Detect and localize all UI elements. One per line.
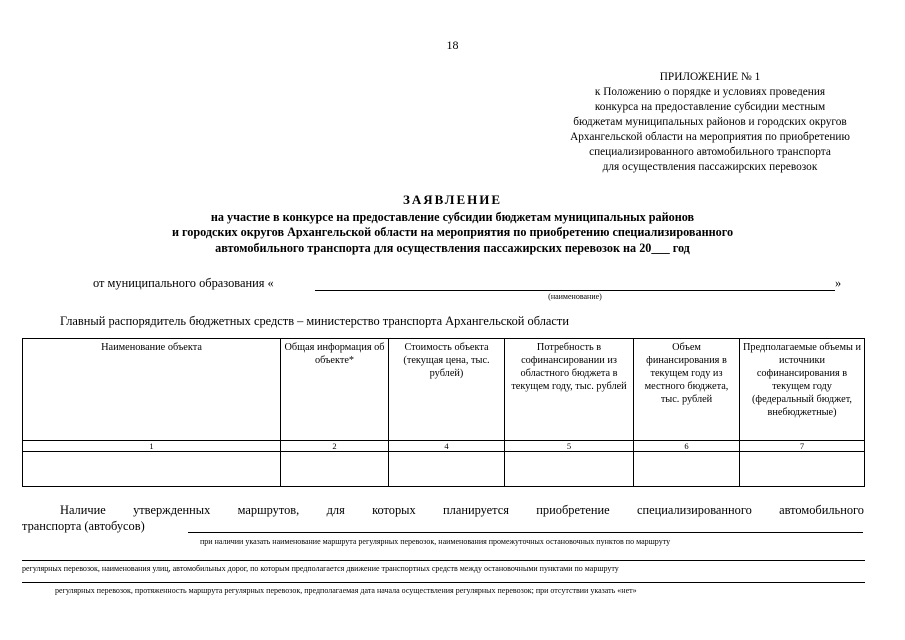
document-subtitle: [60, 210, 845, 256]
table-column-number: 1: [23, 441, 281, 452]
table-header-cell: Стоимость объекта (текущая цена, тыс. рублей): [389, 339, 505, 441]
municipality-close-quote: »: [835, 276, 842, 290]
table-header-cell: Объем финансирования в текущем году из местного бюджета, тыс. рублей: [634, 339, 740, 441]
annex-line: бюджетам муниципальных районов и городских округов: [573, 116, 847, 128]
table-cell[interactable]: [740, 452, 865, 487]
annex-line: к Положению о порядке и условиях проведения: [594, 86, 826, 98]
table-cell[interactable]: [281, 452, 389, 487]
subtitle-line: автомобильного транспорта для осуществления пассажирских перевозок на 20___ год: [215, 240, 690, 255]
table-header-row: [23, 339, 865, 441]
annex-header: [520, 70, 900, 175]
objects-table: [22, 338, 865, 487]
table-column-number: 7: [740, 441, 865, 452]
table-column-number: 6: [634, 441, 740, 452]
municipality-label: от муниципального образования «: [93, 276, 274, 290]
routes-note: при наличии указать наименование маршрута регулярных перевозок, наименования промежуточных остановочных пунктов по маршруту: [200, 537, 671, 546]
routes-input-line[interactable]: [22, 582, 865, 583]
document-title: ЗАЯВЛЕНИЕ: [402, 192, 503, 207]
municipality-caption: (наименование): [548, 292, 602, 301]
table-header-cell: Общая информация об объекте*: [281, 339, 389, 441]
annex-line: Архангельской области на мероприятия по приобретению: [570, 131, 850, 143]
routes-note: регулярных перевозок, наименования улиц, автомобильных дорог, по которым предполагается движение транспортных средств между остановочными пунктами по маршруту: [22, 564, 619, 573]
table-number-row: [23, 441, 865, 452]
table-column-number: 4: [389, 441, 505, 452]
table-header-cell: Потребность в софинансировании из областного бюджета в текущем году, тыс. рублей: [505, 339, 634, 441]
table-cell[interactable]: [23, 452, 281, 487]
table-cell[interactable]: [389, 452, 505, 487]
subtitle-line: и городских округов Архангельской области на мероприятия по приобретению специализированного: [171, 225, 734, 240]
table-row: [23, 452, 865, 487]
table-column-number: 2: [281, 441, 389, 452]
table-header-cell: Предполагаемые объемы и источники софинансирования в текущем году (федеральный бюджет, внебюджетные): [740, 339, 865, 441]
routes-text-line: транспорта (автобусов): [22, 519, 145, 533]
municipality-input-line[interactable]: [315, 290, 835, 291]
table-cell[interactable]: [505, 452, 634, 487]
annex-line: конкурса на предоставление субсидии местным: [594, 101, 826, 113]
routes-text-line: Наличие утвержденных маршрутов, для которых планируется приобретение специализированного автомобильного: [60, 503, 864, 517]
annex-line: специализированного автомобильного транспорта: [589, 146, 831, 158]
routes-input-line[interactable]: [22, 560, 865, 561]
subtitle-line: на участие в конкурсе на предоставление субсидии бюджетам муниципальных районов: [210, 210, 695, 224]
table-header-cell: Наименование объекта: [23, 339, 281, 441]
annex-line: ПРИЛОЖЕНИЕ № 1: [659, 71, 761, 83]
table-column-number: 5: [505, 441, 634, 452]
routes-note: регулярных перевозок, протяженность маршрута регулярных перевозок, предполагаемая дата начала осуществления регулярных перевозок; при отсутствии указать «нет»: [55, 586, 637, 595]
page-number: 18: [446, 38, 459, 52]
routes-input-line[interactable]: [188, 532, 863, 533]
annex-line: для осуществления пассажирских перевозок: [602, 161, 818, 173]
budget-manager-text: Главный распорядитель бюджетных средств – министерство транспорта Архангельской области: [60, 314, 569, 328]
table-cell[interactable]: [634, 452, 740, 487]
